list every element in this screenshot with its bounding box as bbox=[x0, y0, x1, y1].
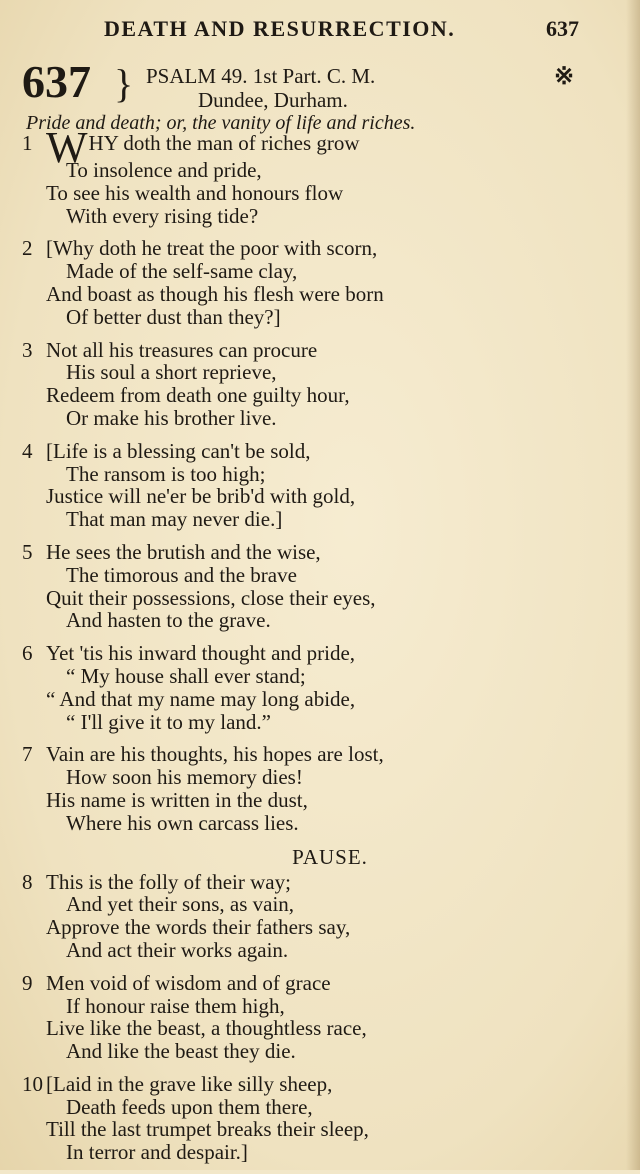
verse-line-text: And like the beast they die. bbox=[66, 1039, 296, 1064]
verse-line bbox=[0, 609, 640, 632]
verse-line bbox=[0, 1141, 640, 1164]
ornament-icon: ※ bbox=[554, 64, 575, 90]
verse-line bbox=[0, 541, 640, 564]
verse-line bbox=[0, 587, 640, 610]
hymn-heading bbox=[22, 56, 622, 116]
verse-line bbox=[0, 384, 640, 407]
stanza bbox=[0, 972, 640, 1063]
stanza-number: 10 bbox=[22, 1071, 43, 1096]
verse-line bbox=[0, 1040, 640, 1063]
verse-line bbox=[0, 306, 640, 329]
stanza bbox=[0, 339, 640, 430]
verse-line bbox=[0, 893, 640, 916]
verse-line-text: Yet 'tis his inward thought and pride, bbox=[46, 641, 356, 666]
verse-line-text: The ransom is too high; bbox=[66, 461, 266, 486]
page-number: 637 bbox=[546, 16, 579, 41]
verse-line bbox=[0, 361, 640, 384]
verse-line bbox=[0, 260, 640, 283]
verse-line-text: And hasten to the grave. bbox=[66, 608, 271, 633]
verse-line bbox=[0, 508, 640, 531]
verse-line bbox=[0, 743, 640, 766]
verse-line bbox=[0, 159, 640, 182]
verse-line-text: With every rising tide? bbox=[66, 203, 259, 228]
verse-line-text: Men void of wisdom and of grace bbox=[46, 970, 331, 995]
brace-glyph: } bbox=[114, 61, 134, 106]
verse-line-text: [Life is a blessing can't be sold, bbox=[46, 438, 311, 463]
verse-line-text: Vain are his thoughts, his hopes are lost, bbox=[46, 742, 384, 767]
verse-line bbox=[0, 205, 640, 228]
stanza bbox=[0, 743, 640, 834]
verse-line bbox=[0, 463, 640, 486]
stanza bbox=[0, 1073, 640, 1164]
stanza-number: 6 bbox=[22, 641, 33, 666]
verse-line bbox=[0, 711, 640, 734]
verse-line-text: [Laid in the grave like silly sheep, bbox=[46, 1071, 333, 1096]
running-head bbox=[0, 16, 640, 50]
verse-line-text: In terror and despair.] bbox=[66, 1140, 248, 1165]
verse-line-text: “ My house shall ever stand; bbox=[66, 663, 306, 688]
stanza-number: 9 bbox=[22, 970, 33, 995]
verse-line bbox=[0, 1096, 640, 1119]
verse-line bbox=[0, 283, 640, 306]
verse-line-text: Or make his brother live. bbox=[66, 405, 277, 430]
drop-capital: W bbox=[46, 123, 88, 172]
verse-line-text: The timorous and the brave bbox=[66, 562, 297, 587]
verse-line bbox=[0, 665, 640, 688]
running-title: DEATH AND RESURRECTION. bbox=[104, 16, 456, 41]
verse-line bbox=[0, 237, 640, 260]
verse-line bbox=[0, 407, 640, 430]
verse-line bbox=[0, 688, 640, 711]
verse-line bbox=[0, 1118, 640, 1141]
stanza-number: 3 bbox=[22, 337, 33, 362]
stanza-number: 5 bbox=[22, 539, 33, 564]
stanza bbox=[0, 871, 640, 962]
verse-line-text: Till the last trumpet breaks their sleep, bbox=[46, 1117, 369, 1142]
pause-heading: PAUSE. bbox=[292, 844, 368, 869]
verse-line-text: And act their works again. bbox=[66, 937, 289, 962]
verse-line bbox=[0, 339, 640, 362]
verse-line-text: HY doth the man of riches grow bbox=[88, 131, 360, 155]
tune-names: Dundee, Durham. bbox=[198, 88, 348, 112]
verse-line-text: Not all his treasures can procure bbox=[46, 337, 318, 362]
psalm-meter-line: PSALM 49. 1st Part. C. M. bbox=[146, 64, 376, 88]
stanza-number: 8 bbox=[22, 869, 33, 894]
verse-line bbox=[0, 812, 640, 835]
hymn-subtitle: Pride and death; or, the vanity of life and riches. bbox=[26, 112, 416, 134]
stanza-number: 7 bbox=[22, 742, 33, 767]
verse-line bbox=[0, 485, 640, 508]
verse-line-text: He sees the brutish and the wise, bbox=[46, 539, 321, 564]
verse-line-text: Made of the self-same clay, bbox=[66, 259, 298, 284]
verse-line-text: His name is written in the dust, bbox=[46, 787, 308, 812]
verse-line-text: Quit their possessions, close their eyes, bbox=[46, 585, 376, 610]
verse-line bbox=[0, 972, 640, 995]
verse-line bbox=[0, 916, 640, 939]
verse-line-text: Death feeds upon them there, bbox=[66, 1094, 313, 1119]
verse-line-text: Where his own carcass lies. bbox=[66, 810, 299, 835]
verse-line-text: And boast as though his flesh were born bbox=[46, 281, 384, 306]
verse-line bbox=[0, 564, 640, 587]
stanza-number: 2 bbox=[22, 236, 33, 261]
verse-line bbox=[0, 766, 640, 789]
stanza-number: 4 bbox=[22, 438, 33, 463]
stanza bbox=[0, 642, 640, 733]
verse-line-text: Redeem from death one guilty hour, bbox=[46, 383, 350, 408]
verse-line-text: That man may never die.] bbox=[66, 507, 283, 532]
verse-line-text: Of better dust than they?] bbox=[66, 304, 281, 329]
verse-line bbox=[0, 995, 640, 1018]
verse-line bbox=[0, 1017, 640, 1040]
verse-line bbox=[0, 789, 640, 812]
verse-line bbox=[0, 1073, 640, 1096]
verse-line-text: If honour raise them high, bbox=[66, 993, 285, 1018]
hymn-number: 637 bbox=[22, 56, 91, 107]
verse-line-text: Approve the words their fathers say, bbox=[46, 915, 351, 940]
verse-line bbox=[0, 871, 640, 894]
verse-line bbox=[0, 642, 640, 665]
verse-line-text: His soul a short reprieve, bbox=[66, 360, 277, 385]
verse-line-text: To insolence and pride, bbox=[66, 158, 262, 182]
verse-line bbox=[0, 182, 640, 205]
verse-line-text: To see his wealth and honours flow bbox=[46, 180, 344, 205]
verse-line-text: “ I'll give it to my land.” bbox=[66, 709, 271, 734]
verse-line bbox=[0, 440, 640, 463]
verse-line-text: How soon his memory dies! bbox=[66, 765, 303, 790]
verse-line-text: [Why doth he treat the poor with scorn, bbox=[46, 236, 378, 261]
stanza-number: 1 bbox=[22, 131, 33, 155]
verse-line bbox=[0, 939, 640, 962]
stanza bbox=[0, 541, 640, 632]
stanza bbox=[0, 237, 640, 328]
verse-line-text: And yet their sons, as vain, bbox=[66, 892, 295, 917]
verse-line-text: “ And that my name may long abide, bbox=[46, 686, 356, 711]
verse-line-text: Live like the beast, a thoughtless race, bbox=[46, 1016, 367, 1041]
verse-line-text: This is the folly of their way; bbox=[46, 869, 291, 894]
stanza bbox=[0, 440, 640, 531]
verse-line-text: Justice will ne'er be brib'd with gold, bbox=[46, 484, 356, 509]
